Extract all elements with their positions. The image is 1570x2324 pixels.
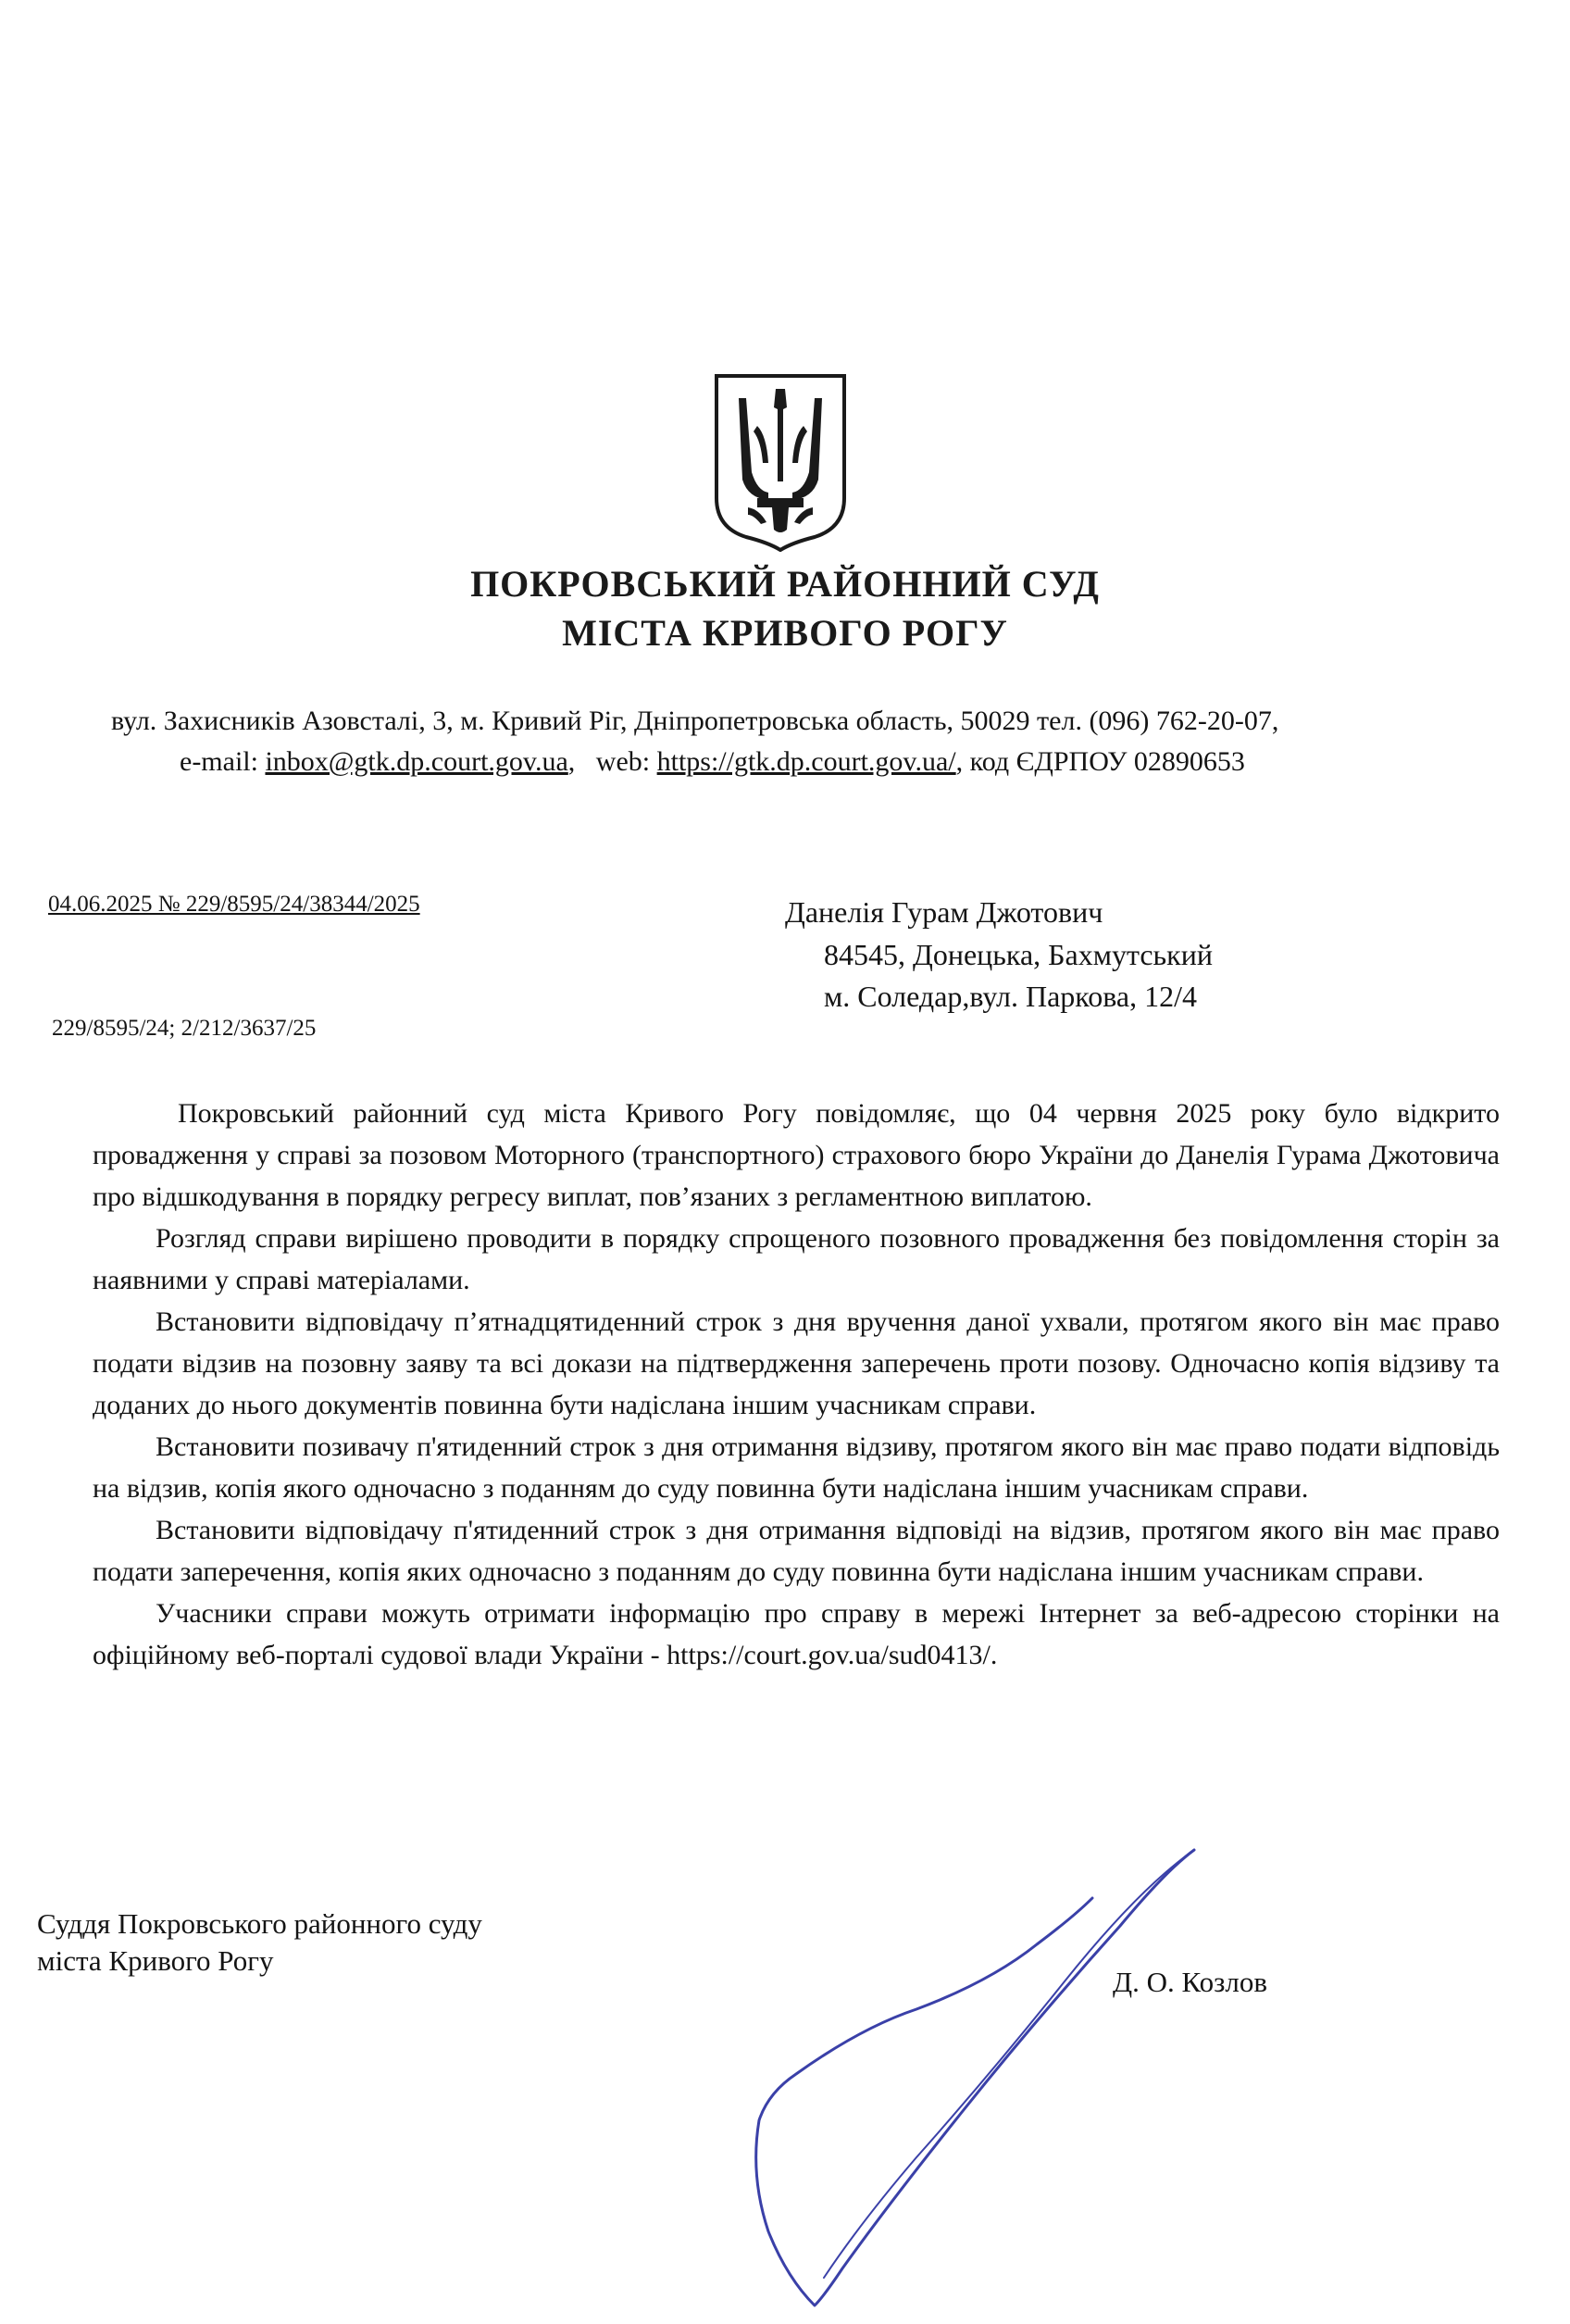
recipient-address-line2: м. Соледар,вул. Паркова, 12/4 <box>824 980 1197 1013</box>
court-name-line2: МІСТА КРИВОГО РОГУ <box>562 612 1008 654</box>
judge-position-line1: Суддя Покровського районного суду <box>37 1907 482 1940</box>
recipient-name: Данелія Гурам Джотович <box>785 895 1103 929</box>
web-label: web: <box>595 746 651 777</box>
court-contacts: e-mail: inbox@gtk.dp.court.gov.ua, web: https://gtk.dp.court.gov.ua/, код ЄДРПОУ 02890653 <box>180 746 1245 777</box>
edrpou-code: , код ЄДРПОУ 02890653 <box>955 746 1245 777</box>
letter-body <box>93 1093 1500 1676</box>
recipient-address-line1: 84545, Донецька, Бахмутський <box>824 938 1213 971</box>
web-link[interactable]: https://gtk.dp.court.gov.ua/ <box>656 746 956 777</box>
body-paragraph: Встановити відповідачу п’ятнадцятиденний строк з дня вручення даної ухвали, протягом якого він має право подати відзив на позовну заяву та всі докази на підтвердження заперечень проти позову. Одночасно копія відзиву та доданих до нього документів повинна бути надіслана іншим учасникам справи. <box>93 1306 1500 1420</box>
trident-coat-of-arms-icon <box>711 370 850 552</box>
case-reference: 229/8595/24; 2/212/3637/25 <box>52 1016 317 1041</box>
court-name-line1: ПОКРОВСЬКИЙ РАЙОННИЙ СУД <box>470 563 1100 605</box>
court-address: вул. Захисників Азовсталі, 3, м. Кривий Ріг, Дніпропетровська область, 50029 тел. (096) 762-20-07, <box>111 706 1279 736</box>
body-paragraph: Покровський районний суд міста Кривого Рогу повідомляє, що 04 червня 2025 року було відкрито провадження у справі за позовом Моторного (транспортного) страхового бюро України до Данелія Гурама Джотовича про відшкодування в порядку регресу виплат, пов’язаних з регламентною виплатою. <box>93 1098 1500 1212</box>
body-paragraph: Встановити відповідачу п'ятиденний строк з дня отримання відповіді на відзив, протягом якого він має право подати заперечення, копія яких одночасно з поданням до суду повинна бути надіслана іншим учасникам справи. <box>93 1515 1500 1587</box>
body-paragraph: Встановити позивачу п'ятиденний строк з дня отримання відзиву, протягом якого він має право подати відповідь на відзив, копія якого одночасно з поданням до суду повинна бути надіслана іншим учасникам справи. <box>93 1431 1500 1504</box>
document-date-number: 04.06.2025 № 229/8595/24/38344/2025 <box>48 892 420 917</box>
judge-name: Д. О. Козлов <box>1113 1966 1268 1998</box>
body-paragraph: Розгляд справи вирішено проводити в порядку спрощеного позовного провадження без повідомлення сторін за наявними у справі матеріалами. <box>93 1223 1500 1295</box>
body-paragraph: Учасники справи можуть отримати інформацію про справу в мережі Інтернет за веб-адресою сторінки на офіційному веб-порталі судової влади України - https://court.gov.ua/sud0413/. <box>93 1598 1500 1670</box>
email-link[interactable]: inbox@gtk.dp.court.gov.ua <box>265 746 568 777</box>
handwritten-signature <box>731 1843 1213 2315</box>
email-label: e-mail: <box>180 746 258 777</box>
judge-position-line2: міста Кривого Рогу <box>37 1944 274 1977</box>
judge-position <box>37 1905 482 1980</box>
